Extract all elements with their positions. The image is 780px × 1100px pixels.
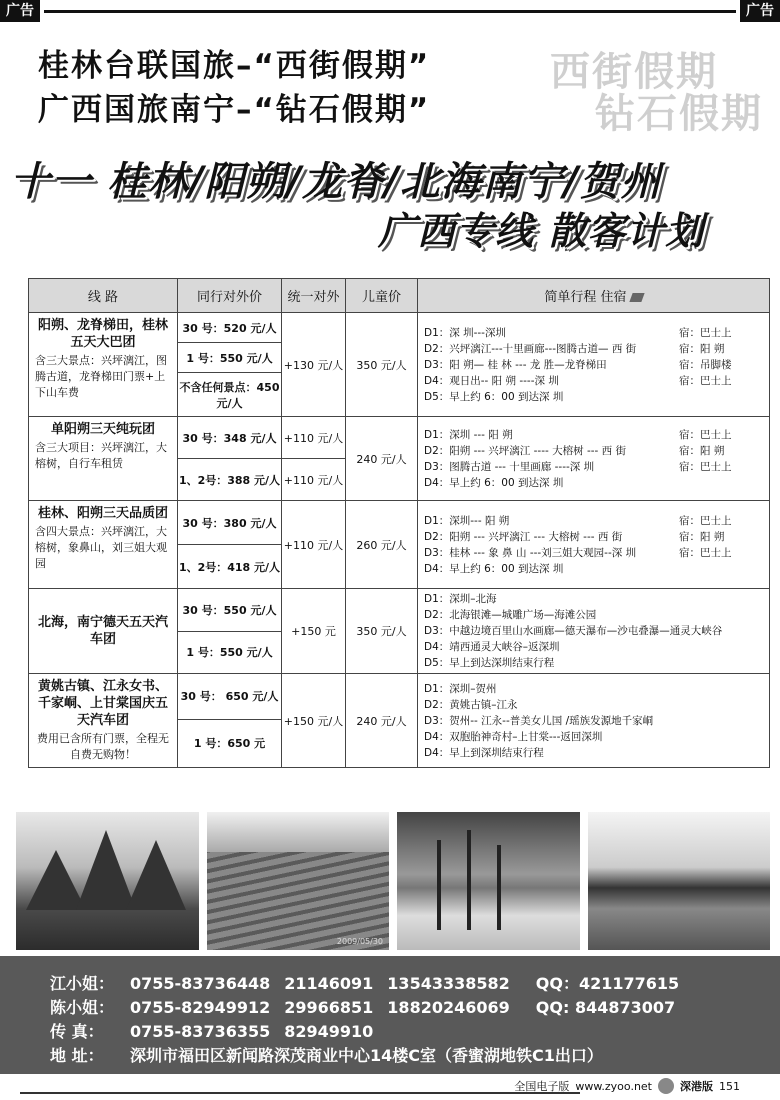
itinerary-cell bbox=[418, 501, 770, 589]
photo-strip bbox=[16, 812, 770, 950]
ad-tag-left: 广告 bbox=[0, 0, 40, 22]
photo-lake-reflection bbox=[588, 812, 771, 950]
palm-shape bbox=[467, 830, 471, 930]
headline-2: 广西国旅南宁–“钻石假期” bbox=[38, 92, 431, 128]
itinerary-cell bbox=[418, 417, 770, 501]
contact-line bbox=[50, 996, 780, 1020]
itinerary-line: D4：观日出-- 阳 朔 ----深 圳 宿：巴士上 bbox=[424, 374, 732, 387]
itinerary-line: D4：早上约 6：00 到达深 圳 bbox=[424, 562, 564, 575]
price-cell: 1 号：550 元/人 bbox=[178, 631, 282, 674]
route-cell bbox=[29, 501, 178, 589]
itinerary-cell bbox=[418, 589, 770, 674]
site-logo-icon bbox=[658, 1078, 674, 1094]
itinerary-line: D1：深圳–贺州 bbox=[424, 682, 497, 695]
table-header-row bbox=[29, 279, 770, 313]
routes-table bbox=[28, 278, 770, 768]
child-cell: 350 元/人 bbox=[346, 589, 418, 674]
itinerary-line: D3：阳 朔— 桂 林 --- 龙 胜—龙脊梯田 宿：吊脚楼 bbox=[424, 358, 732, 371]
contact-line bbox=[50, 1020, 780, 1044]
photo-karst-river bbox=[16, 812, 199, 950]
table-row bbox=[29, 501, 770, 545]
unified-cell: +110 元/人 bbox=[282, 501, 346, 589]
itinerary-line: D5：早上到达深圳结束行程 bbox=[424, 657, 555, 669]
phone-number: 21146091 bbox=[284, 974, 374, 993]
itinerary-cell bbox=[418, 674, 770, 768]
itinerary-line: D4：早上到深圳结束行程 bbox=[424, 746, 544, 759]
slogan-2: 广西专线 散客计划 bbox=[378, 209, 705, 253]
photo-date: 2009/05/30 bbox=[336, 937, 383, 946]
itinerary-line: D3：中越边境百里山水画廊—德天瀑布—沙屯叠瀑—通灵大峡谷 bbox=[424, 625, 723, 637]
footer bbox=[514, 1078, 740, 1094]
phone-number: 0755-82949912 bbox=[130, 998, 271, 1017]
price-cell: 1、2号：388 元/人 bbox=[178, 459, 282, 501]
itinerary-line: D2：北海银滩—城雕广场—海滩公园 bbox=[424, 609, 597, 621]
footer-region: 深港版 bbox=[680, 1080, 713, 1093]
unified-cell: +110 元/人 bbox=[282, 459, 346, 501]
child-cell: 240 元/人 bbox=[346, 417, 418, 501]
unified-cell: +150 元/人 bbox=[282, 674, 346, 768]
route-name: 北海，南宁德天五天汽车团 bbox=[37, 615, 168, 647]
route-name: 桂林、阳朔三天品质团 bbox=[37, 506, 168, 521]
table-row bbox=[29, 313, 770, 343]
headline-1: 桂林台联国旅–“西街假期” bbox=[38, 48, 431, 84]
fax-number: 0755-83736355 bbox=[130, 1022, 271, 1041]
price-cell: 1、2号：418 元/人 bbox=[178, 545, 282, 589]
itinerary-line: D5：早上约 6：00 到达深 圳 bbox=[424, 390, 564, 403]
itinerary-line: D2：黄姚古镇–江永 bbox=[424, 698, 518, 711]
price-cell: 1 号：550 元/人 bbox=[178, 343, 282, 373]
route-name: 黄姚古镇、江永女书、千家峒、上甘棠国庆五天汽车团 bbox=[37, 679, 168, 728]
price-cell: 30 号：550 元/人 bbox=[178, 589, 282, 632]
header-child: 儿童价 bbox=[346, 279, 418, 313]
route-name: 单阳朔三天纯玩团 bbox=[50, 422, 155, 437]
child-cell: 260 元/人 bbox=[346, 501, 418, 589]
route-name: 阳朔、龙脊梯田，桂林五天大巴团 bbox=[37, 318, 168, 350]
child-cell: 240 元/人 bbox=[346, 674, 418, 768]
unified-cell: +150 元 bbox=[282, 589, 346, 674]
itinerary-line: D3：图腾古道 --- 十里画廊 ----深 圳 宿：巴士上 bbox=[424, 460, 732, 473]
contact-line bbox=[50, 972, 780, 996]
top-rule bbox=[44, 10, 736, 13]
table-row bbox=[29, 417, 770, 459]
price-cell: 30 号：380 元/人 bbox=[178, 501, 282, 545]
slogan-1: 十一 桂林/阳朔/龙脊/北海南宁/贺州 bbox=[10, 159, 662, 205]
itinerary-line: D2：阳朔 --- 兴坪漓江 ---- 大榕树 --- 西 街 宿：阳 朔 bbox=[424, 444, 725, 457]
price-cell: 30 号： 650 元/人 bbox=[178, 674, 282, 720]
ghost-title-1: 西街假期 bbox=[550, 49, 718, 95]
header-trade-price: 同行对外价 bbox=[178, 279, 282, 313]
footer-edition: 全国电子版 bbox=[514, 1080, 570, 1093]
address-text: 深圳市福田区新闻路深茂商业中心14楼C室（香蜜湖地铁C1出口） bbox=[130, 1046, 603, 1065]
header-route: 线 路 bbox=[29, 279, 178, 313]
contact-line bbox=[50, 1044, 780, 1068]
header-itinerary: 简单行程 住宿 bbox=[418, 279, 770, 313]
price-cell: 30 号：520 元/人 bbox=[178, 313, 282, 343]
price-cell: 不含任何景点：450 元/人 bbox=[178, 373, 282, 417]
contact-panel bbox=[0, 956, 780, 1074]
route-desc: 含三大项目：兴坪漓江，大榕树，自行车租赁 bbox=[35, 441, 167, 470]
unified-cell: +110 元/人 bbox=[282, 417, 346, 459]
itinerary-line: D2：阳朔 --- 兴坪漓江 --- 大榕树 --- 西 街 宿：阳 朔 bbox=[424, 530, 725, 543]
itinerary-line: D4：早上约 6：00 到达深 圳 bbox=[424, 476, 564, 489]
child-cell: 350 元/人 bbox=[346, 313, 418, 417]
fax-number: 82949910 bbox=[284, 1022, 374, 1041]
itinerary-line: D1：深圳–北海 bbox=[424, 593, 497, 605]
route-cell bbox=[29, 589, 178, 674]
contact-label: 传 真： bbox=[50, 1022, 104, 1041]
palm-shape bbox=[437, 840, 441, 930]
hill-shape bbox=[126, 840, 186, 910]
route-cell bbox=[29, 313, 178, 417]
ghost-title-2: 钻石假期 bbox=[595, 91, 763, 137]
itinerary-line: D3：桂林 --- 象 鼻 山 ---刘三姐大观园--深 圳 宿：巴士上 bbox=[424, 546, 732, 559]
palm-shape bbox=[497, 845, 501, 930]
table-row bbox=[29, 674, 770, 720]
page-number: 151 bbox=[719, 1079, 740, 1093]
bed-icon bbox=[629, 293, 644, 302]
photo-rice-terraces bbox=[207, 812, 390, 950]
phone-number: 0755-83736448 bbox=[130, 974, 271, 993]
mobile-number: 18820246069 bbox=[387, 998, 510, 1017]
phone-number: 29966851 bbox=[284, 998, 374, 1017]
header-unified: 统一对外 bbox=[282, 279, 346, 313]
footer-rule bbox=[20, 1092, 580, 1094]
itinerary-line: D4：靖西通灵大峡谷–返深圳 bbox=[424, 641, 560, 653]
contact-label: 陈小姐： bbox=[50, 998, 115, 1017]
unified-cell: +130 元/人 bbox=[282, 313, 346, 417]
price-cell: 30 号：348 元/人 bbox=[178, 417, 282, 459]
itinerary-line: D1：深圳--- 阳 朔 宿：巴士上 bbox=[424, 514, 732, 527]
route-desc: 含四大景点：兴坪漓江，大榕树，象鼻山，刘三姐大观园 bbox=[35, 525, 167, 570]
qq-number: QQ: 844873007 bbox=[535, 998, 676, 1017]
itinerary-line: D2：兴坪漓江---十里画廊---图腾古道— 西 街 宿：阳 朔 bbox=[424, 342, 725, 355]
qq-number: QQ：421177615 bbox=[535, 974, 680, 993]
table-row bbox=[29, 589, 770, 632]
itinerary-line: D1：深 圳---深圳 宿：巴士上 bbox=[424, 326, 732, 339]
ad-tag-right: 广告 bbox=[740, 0, 780, 22]
itinerary-line: D1：深圳 --- 阳 朔 宿：巴士上 bbox=[424, 428, 732, 441]
route-cell bbox=[29, 674, 178, 768]
footer-site[interactable]: www.zyoo.net bbox=[575, 1079, 652, 1093]
route-cell bbox=[29, 417, 178, 501]
contact-label: 地 址： bbox=[50, 1046, 104, 1065]
itinerary-line: D4：双胞胎神奇村–上甘棠---返回深圳 bbox=[424, 730, 603, 743]
route-desc: 费用已含所有门票，全程无自费无购物！ bbox=[37, 732, 169, 761]
sky-shape bbox=[207, 812, 390, 852]
itinerary-cell bbox=[418, 313, 770, 417]
price-cell: 1 号：650 元 bbox=[178, 719, 282, 767]
route-desc: 含三大景点：兴坪漓江，图腾古道，龙脊梯田门票+上下山车费 bbox=[35, 354, 167, 399]
photo-beach-palms bbox=[397, 812, 580, 950]
itinerary-line: D3：贺州-- 江永--普美女儿国 /瑶族发源地千家峒 bbox=[424, 714, 654, 727]
mobile-number: 13543338582 bbox=[387, 974, 510, 993]
contact-label: 江小姐： bbox=[50, 974, 115, 993]
